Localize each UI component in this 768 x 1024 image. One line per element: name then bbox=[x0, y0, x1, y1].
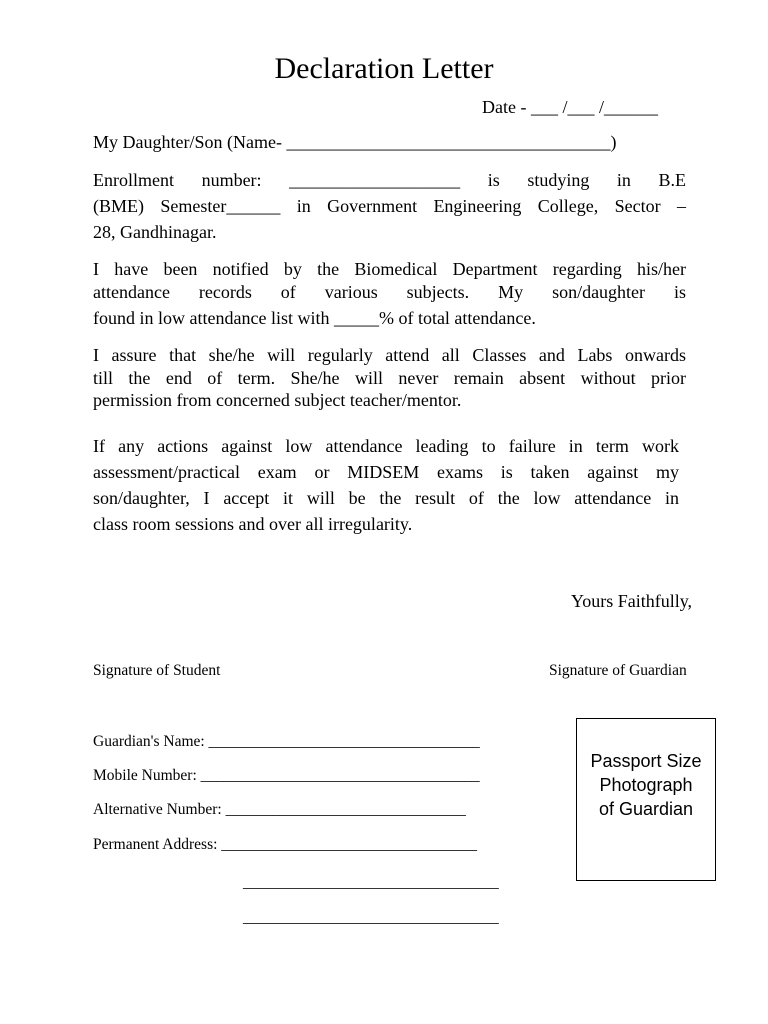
para3-line1: I assure that she/he will regularly attend all Classes and Labs onwards bbox=[93, 345, 686, 365]
para3-line3: permission from concerned subject teacher/mentor. bbox=[93, 390, 462, 410]
para4-line2: assessment/practical exam or MIDSEM exams is taken against my bbox=[93, 462, 679, 482]
closing: Yours Faithfully, bbox=[571, 591, 693, 611]
signature-guardian-label: Signature of Guardian bbox=[549, 662, 687, 679]
guardian-name-field: Guardian's Name: ___________________________________ bbox=[93, 733, 480, 750]
date-line: Date - ___ /___ /______ bbox=[482, 97, 658, 117]
para1-line2: (BME) Semester______ in Government Engineering College, Sector – bbox=[93, 196, 686, 216]
photo-box-line3: of Guardian bbox=[598, 799, 694, 819]
permanent-address-field: Permanent Address: _________________________________ bbox=[93, 836, 478, 853]
para4-line4: class room sessions and over all irregularity. bbox=[93, 514, 413, 534]
para4-line3: son/daughter, I accept it will be the result of the low attendance in bbox=[93, 488, 679, 508]
para3-line2: till the end of term. She/he will never remain absent without prior bbox=[93, 368, 686, 388]
photo-box-line1: Passport Size bbox=[590, 751, 702, 771]
address-line-3: _________________________________ bbox=[243, 909, 499, 926]
para2-line2: attendance records of various subjects. My son/daughter is bbox=[93, 282, 686, 302]
passport-photo-box bbox=[576, 718, 716, 881]
para4-line1: If any actions against low attendance leading to failure in term work bbox=[93, 436, 679, 456]
photo-box-line2: Photograph bbox=[599, 775, 693, 795]
name-line: My Daughter/Son (Name- ____________________________________) bbox=[93, 132, 617, 152]
document-title: Declaration Letter bbox=[274, 52, 494, 85]
signature-student-label: Signature of Student bbox=[93, 662, 221, 679]
mobile-number-field: Mobile Number: ____________________________________ bbox=[93, 767, 480, 784]
alternative-number-field: Alternative Number: _______________________________ bbox=[93, 801, 466, 818]
para2-line3: found in low attendance list with _____% of total attendance. bbox=[93, 308, 536, 328]
address-line-2: _________________________________ bbox=[243, 874, 499, 891]
para1-line1: Enrollment number: ___________________ is studying in B.E bbox=[93, 170, 686, 190]
para2-line1: I have been notified by the Biomedical Department regarding his/her bbox=[93, 259, 686, 279]
para1-line3: 28, Gandhinagar. bbox=[93, 222, 217, 242]
